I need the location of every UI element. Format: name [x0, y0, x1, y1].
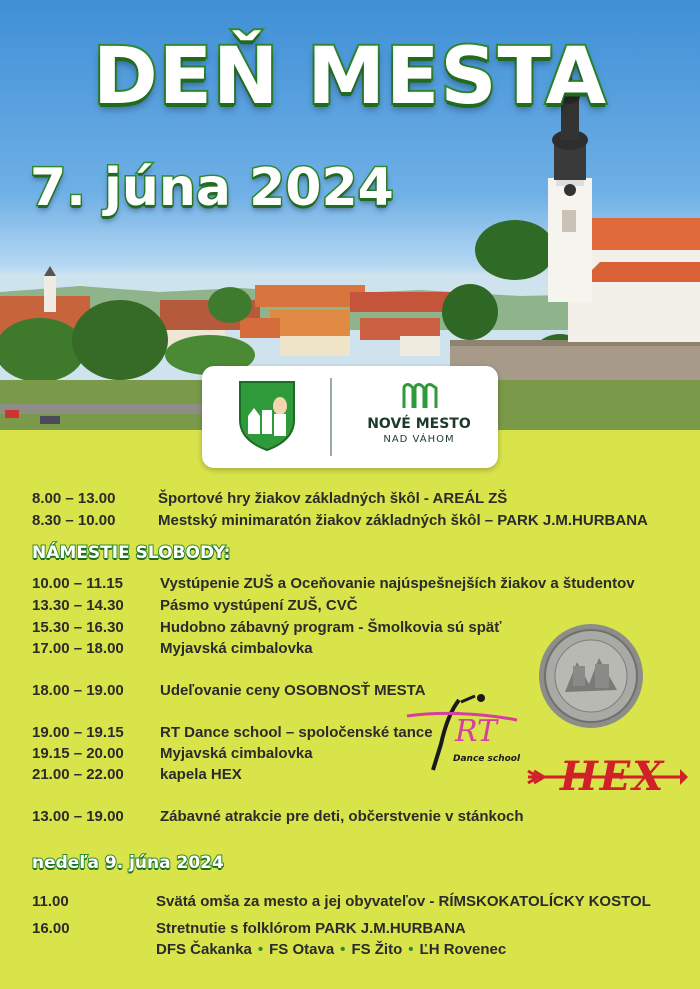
hex-text: HEX	[560, 753, 666, 800]
city-logo-box	[202, 366, 498, 468]
event-time: 11.00	[32, 893, 69, 910]
folk-groups-list	[156, 941, 506, 958]
bullet-icon: •	[340, 941, 346, 958]
event-description: Vystúpenie ZUŠ a Oceňovanie najúspešnejších žiakov a študentov	[160, 575, 635, 592]
medal-icon	[537, 622, 645, 730]
page-title: DEŇ MESTA	[92, 32, 608, 122]
section-heading-square: NÁMESTIE SLOBODY:	[32, 543, 231, 563]
event-time: 8.00 – 13.00	[32, 490, 116, 507]
event-time: 16.00	[32, 920, 70, 937]
event-description: kapela HEX	[160, 766, 242, 783]
event-time: 13.30 – 14.30	[32, 597, 124, 614]
event-description: RT Dance school – spoločenské tance	[160, 724, 433, 741]
city-name: NOVÉ MESTO	[367, 416, 471, 432]
folk-group: DFS Čakanka	[156, 941, 252, 958]
folk-group: FS Žito	[351, 941, 403, 958]
event-description: Športové hry žiakov základných škôl - AREÁL ZŠ	[158, 490, 508, 507]
folk-group: FS Otava	[269, 941, 335, 958]
event-description: Myjavská cimbalovka	[160, 745, 313, 762]
coat-of-arms-icon	[238, 380, 296, 452]
event-description: Mestský minimaratón žiakov základných škôl – PARK J.M.HURBANA	[158, 512, 648, 529]
event-time: 8.30 – 10.00	[32, 512, 116, 529]
event-time: 21.00 – 22.00	[32, 766, 124, 783]
event-description: Svätá omša za mesto a jej obyvateľov - RÍMSKOKATOLÍCKY KOSTOL	[156, 893, 651, 910]
event-description: Udeľovanie ceny OSOBNOSŤ MESTA	[160, 682, 426, 699]
event-time: 15.30 – 16.30	[32, 619, 124, 636]
event-time: 13.00 – 19.00	[32, 808, 124, 825]
city-subtitle: NAD VÁHOM	[383, 434, 455, 445]
event-description: Myjavská cimbalovka	[160, 640, 313, 657]
bullet-icon: •	[408, 941, 414, 958]
logo-divider	[330, 378, 332, 456]
section-heading-sunday: nedeľa 9. júna 2024	[32, 853, 224, 873]
hex-band-logo	[524, 752, 688, 802]
city-emblem-icon	[402, 382, 438, 410]
event-time: 10.00 – 11.15	[32, 575, 123, 592]
event-description: Stretnutie s folklórom PARK J.M.HURBANA	[156, 920, 466, 937]
event-time: 18.00 – 19.00	[32, 682, 124, 699]
event-description: Zábavné atrakcie pre deti, občerstvenie v stánkoch	[160, 808, 524, 825]
event-time: 19.00 – 19.15	[32, 724, 124, 741]
rt-text: RT	[455, 714, 498, 749]
event-time: 17.00 – 18.00	[32, 640, 124, 657]
event-description: Hudobno zábavný program - Šmolkovia sú späť	[160, 619, 502, 636]
rt-subtitle: Dance school	[453, 754, 521, 764]
event-time: 19.15 – 20.00	[32, 745, 124, 762]
event-date: 7. júna 2024	[30, 158, 394, 218]
rt-dance-school-logo	[405, 692, 525, 774]
event-description: Pásmo vystúpení ZUŠ, CVČ	[160, 597, 358, 614]
folk-group: ĽH Rovenec	[419, 941, 507, 958]
bullet-icon: •	[257, 941, 264, 958]
